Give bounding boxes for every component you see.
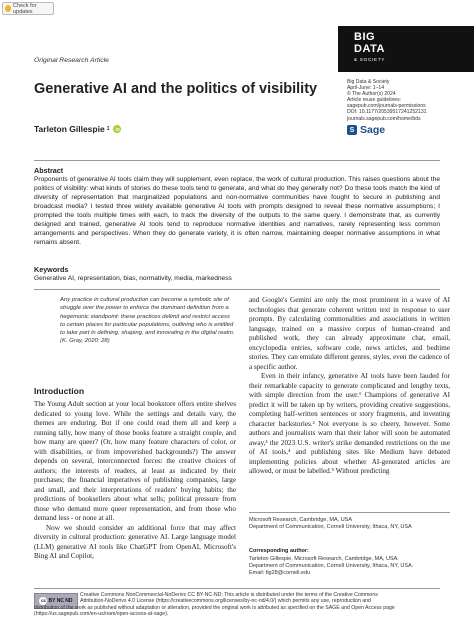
epigraph: Any practice in cultural production can become a symbolic site of struggle over the power to enforce the dominant definition from a hegemonic standpoint: these practices delimit and restrict access to certain places for particular populations, outlining who is entitled to take part in defining, shaping, and innovating in the digital realm. (K. Gray, 2020: 28) [60, 297, 235, 345]
check-for-updates-badge[interactable] [2, 2, 54, 15]
orcid-icon[interactable]: iD [115, 126, 120, 132]
logo-line-1: BIG [354, 31, 376, 43]
corresponding-line: Department of Communication, Cornell University, Ithaca, NY, USA. [249, 563, 414, 569]
author-name[interactable]: Tarleton Gillespie [34, 124, 105, 134]
abstract-text: Proponents of generative AI tools claim they will supplement, even replace, the work of cultural production. This raises questions about the politics of visibility: what kinds of stories do these tools tend to generate, and what do they generally not? Do these tools match the kind of diversity of representation that marginalized populations and non-normative communities have fought to secure in publishing and broadcast media? I tested three widely available generative AI tools with prompts designed to reveal these normative assumptions; I prompted the tools multiple times with each, to track the diversity of the outputs to the same query. I demonstrate that, as currently designed and trained, generative AI tools tend to reproduce normative identities and narratives, rarely representing less common arrangements and perspectives. When they do generate variety, it is often narrow, maintaining deeper normative assumptions in what remains absent. [34, 176, 440, 246]
publisher-logo [347, 124, 385, 136]
journal-name: Big Data & Society [347, 79, 390, 85]
cc-badge-text: BY NC ND [48, 598, 73, 604]
body-paragraph: The Young Adult section at your local bookstore offers entire shelves dedicated to young love. While the settings and details vary, the themes are enduring. But if one could read them all and keep a running tally, how many of those books feature a straight couple, and how many are queer? (Or, how many feature characters of color, or with disabilities, or from impoverished backgrounds?) The answer depends on several, interconnected forces: the creative choices of authors; the interests of readers, at least as indicated by their purchases; the financial imperatives of publishing companies, large and small, and their interpretations of readers' buying habits; the predictions of booksellers about what sells; political pressure from those who demand more queer representation, and from those who demand less - or none at all. [34, 400, 236, 522]
affiliation [249, 517, 450, 531]
article-type: Original Research Article [34, 57, 109, 64]
divider [34, 289, 440, 290]
affiliation-2: Department of Communication, Cornell University, Ithaca, NY, USA [249, 524, 412, 530]
corresponding-author [249, 556, 450, 577]
license-line: Creative Commons NonCommercial-NoDerivs CC BY-NC-ND: This article is distributed under the terms of the Creative Commons [80, 592, 378, 598]
copyright: © The Author(s) 2024 [347, 91, 396, 98]
license-text [80, 592, 452, 605]
body-paragraph: Now we should consider an additional force that may affect diversity in cultural production: generative AI. Large language model (LLM) generative AI tools like ChatGPT from OpenAI, Microsoft's Bing AI and Copilot, [34, 523, 236, 560]
corresponding-email[interactable]: Email: tlg28@cornell.edu [249, 570, 311, 576]
author-affiliation-mark: 1 [106, 126, 110, 132]
reuse-guidelines-label: Article reuse guidelines: [347, 97, 402, 104]
journal-issue: April-June: 1–14 [347, 85, 385, 92]
body-paragraph: Even in their infancy, generative AI tools have been lauded for their remarkable capacity to generate complicated and lengthy texts, with simple direction from the user.¹ Champions of generative AI predict it will be taken up by writers, providing creative suggestions, completing half-written sentences or story fragments, and inventing character backstories.² Not everyone is so cheery, however. Some authors and journalists warn that their labor will soon be automated away,³ the 2023 U.S. writer's strike demanded restrictions on the use of AI tools,⁴ and publishing sites like Medium have debated implementing policies about whether AI-generated articles are allowed, or must be labelled.⁵ Without predicting [249, 372, 450, 475]
corresponding-line: Tarleton Gillespie, Microsoft Research, Cambridge, MA, USA. [249, 556, 399, 562]
divider [34, 160, 440, 161]
cc-icon: cc [40, 598, 46, 603]
introduction-heading: Introduction [34, 386, 85, 396]
check-for-updates-label: Check for updates [12, 2, 37, 15]
abstract-heading: Abstract [34, 166, 64, 175]
update-check-icon [5, 5, 11, 12]
publisher-name: Sage [360, 124, 386, 136]
journal-home-link[interactable]: journals.sagepub.com/home/bds [347, 115, 421, 122]
sage-s-icon: S [347, 125, 357, 135]
divider [34, 588, 440, 589]
author-line [34, 124, 121, 134]
license-line: Attribution-NoDerivs 4.0 License (https://creativecommons.org/licenses/by-nc-nd/4.0/) which permits any use, reproduction and [80, 598, 371, 605]
logo-line-2: DATA [354, 43, 385, 55]
body-left-column [34, 400, 236, 562]
logo-line-3: & SOCIETY [354, 57, 386, 62]
corresponding-author-heading: Corresponding author: [249, 548, 309, 554]
keywords-text: Generative AI, representation, bias, normativity, media, markedness [34, 275, 232, 282]
paper-title: Generative AI and the politics of visibility [34, 81, 318, 97]
affiliation-1: Microsoft Research, Cambridge, MA, USA [249, 517, 353, 523]
body-right-column [249, 296, 450, 477]
keywords-heading: Keywords [34, 265, 69, 274]
journal-meta [347, 79, 472, 122]
body-paragraph: and Google's Gemini are only the most prominent in a wave of AI technologies that generate coherent written text in response to user prompts. By calculating commonalities and associations in written language, trained on a massive corpus of human-created and published work, they can already approximate chat, email, encyclopedia entries, software code, news articles, and bedtime stories. They can emulate different genres, styles, even the cadence of a specific author. [249, 296, 450, 371]
license-text-continued: distribution of the work as published without adaptation or alteration, provided the original work is attributed as specified on the SAGE and Open Access page (https://us.sagepub.com/en-us/nam/open-access-at-sage). [34, 605, 395, 618]
permissions-link[interactable]: sagepub.com/journals-permissions [347, 103, 426, 110]
doi[interactable]: DOI: 10.1177/20539517241252131 [347, 109, 427, 116]
journal-logo [338, 26, 474, 72]
divider [249, 512, 450, 513]
